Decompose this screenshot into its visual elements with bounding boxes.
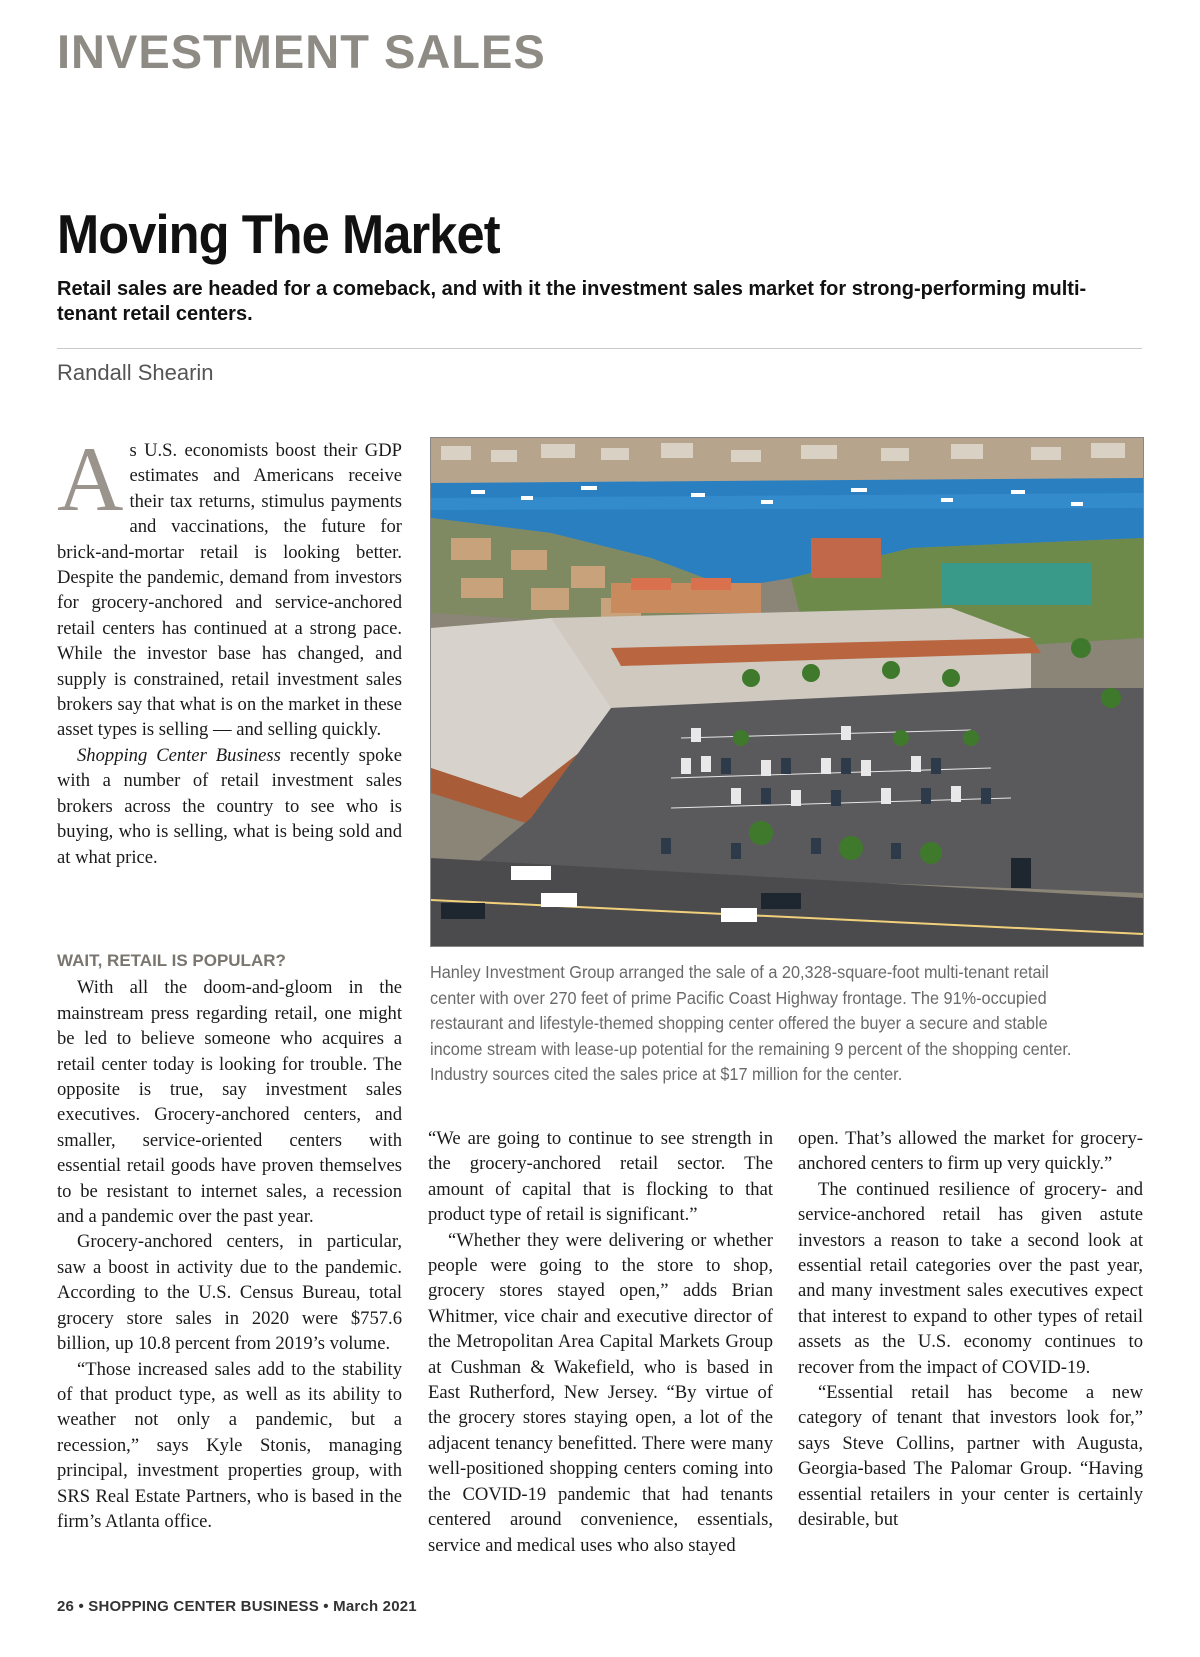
publication-name: Shopping Center Business <box>77 744 281 766</box>
paragraph: With all the doom-and-gloom in the mainstream press regarding retail, one might be led to believe someone who acquires a retail center today is looking for trouble. The opposite is true, say investment sales executives. Grocery-anchored centers, and smaller, service-oriented centers with essential retail goods have proven themselves to be resistant to internet sales, a recession and a pandemic over the past year. <box>57 977 402 1228</box>
paragraph: “Whether they were delivering or whether people were going to the store to shop, grocery stores stayed open,” adds Brian Whitmer, vice chair and executive director of the Metropolitan Area Capital Markets Group at Cushman & Wakefield, who is based in East Rutherford, New Jersey. “By virtue of the grocery stores staying open, a lot of the adjacent tenancy benefitted. There were many well-positioned shopping centers coming into the COVID-19 pandemic that had tenants centered around convenience, essentials, service and medical uses who also stayed <box>428 1229 773 1556</box>
paragraph: “Essential retail has become a new category of tenant that investors look for,” says Steve Collins, partner with Augusta, Georgia-based The Palomar Group. “Having essential retailers in your center is certainly desirable, but <box>798 1382 1143 1531</box>
paragraph: “Those increased sales add to the stability of that product type, as well as its ability to weather not only a pandemic, but a recession,” says Kyle Stonis, managing principal, investment properties group, with SRS Real Estate Partners, who is based in the firm’s Atlanta office. <box>57 1358 402 1532</box>
paragraph-intro: As U.S. economists boost their GDP estimates and Americans receive their tax returns, stimulus payments and vaccinations, the future for brick-and-mortar retail is looking better. Despite the pandemic, demand from investors for grocery-anchored and service-anchored retail centers has continued at a strong pace. While the investor base has changed, and supply is constrained, retail investment sales brokers say that what is on the market in these asset types is selling — and selling quickly. <box>57 428 402 741</box>
column-2 <box>428 1126 773 1558</box>
drop-cap: A <box>57 428 124 530</box>
tennis-court <box>941 563 1091 605</box>
section-subhead: WAIT, RETAIL IS POPULAR? <box>57 951 286 970</box>
aerial-photo <box>430 437 1144 947</box>
divider <box>57 348 1142 349</box>
column-1-top <box>57 428 402 870</box>
column-1-bottom <box>57 948 402 1534</box>
paragraph: The continued resilience of grocery- and service-anchored retail has given astute investors a reason to take a second look at essential retail categories over the past year, and many investment sales executives expect that interest to expand to other types of retail assets as the U.S. economy continues to recover from the impact of COVID-19. <box>798 1178 1143 1378</box>
byline: Randall Shearin <box>57 360 214 385</box>
article-deck: Retail sales are headed for a comeback, and with it the investment sales market for strong-performing multi-tenant retail centers. <box>57 278 1087 325</box>
aerial-photo-illustration <box>431 438 1143 946</box>
paragraph: open. That’s allowed the market for grocery-anchored centers to firm up very quickly.” <box>798 1128 1143 1175</box>
article-title: Moving The Market <box>57 203 500 265</box>
paragraph: Shopping Center Business recently spoke with a number of retail investment sales brokers across the country to see who is buying, who is selling, what is being sold and at what price. <box>57 744 402 868</box>
page-footer: 26 • SHOPPING CENTER BUSINESS • March 2021 <box>57 1598 417 1615</box>
column-3 <box>798 1126 1143 1533</box>
paragraph: “We are going to continue to see strength in the grocery-anchored retail sector. The amount of capital that is flocking to that product type of retail is significant.” <box>428 1128 773 1226</box>
section-label: INVESTMENT SALES <box>57 25 546 78</box>
photo-caption: Hanley Investment Group arranged the sale of a 20,328-square-foot multi-tenant retail center with over 270 feet of prime Pacific Coast Highway frontage. The 91%-occupied restaurant and lifestyle-themed shopping center offered the buyer a secure and stable income stream with lease-up potential for the remaining 9 percent of the shopping center. Industry sources cited the sales price at $17 million for the center. <box>430 962 1072 1084</box>
paragraph: Grocery-anchored centers, in particular, saw a boost in activity due to the pandemic. According to the U.S. Census Bureau, total grocery store sales in 2020 were $757.6 billion, up 10.8 percent from 2019’s volume. <box>57 1231 402 1355</box>
